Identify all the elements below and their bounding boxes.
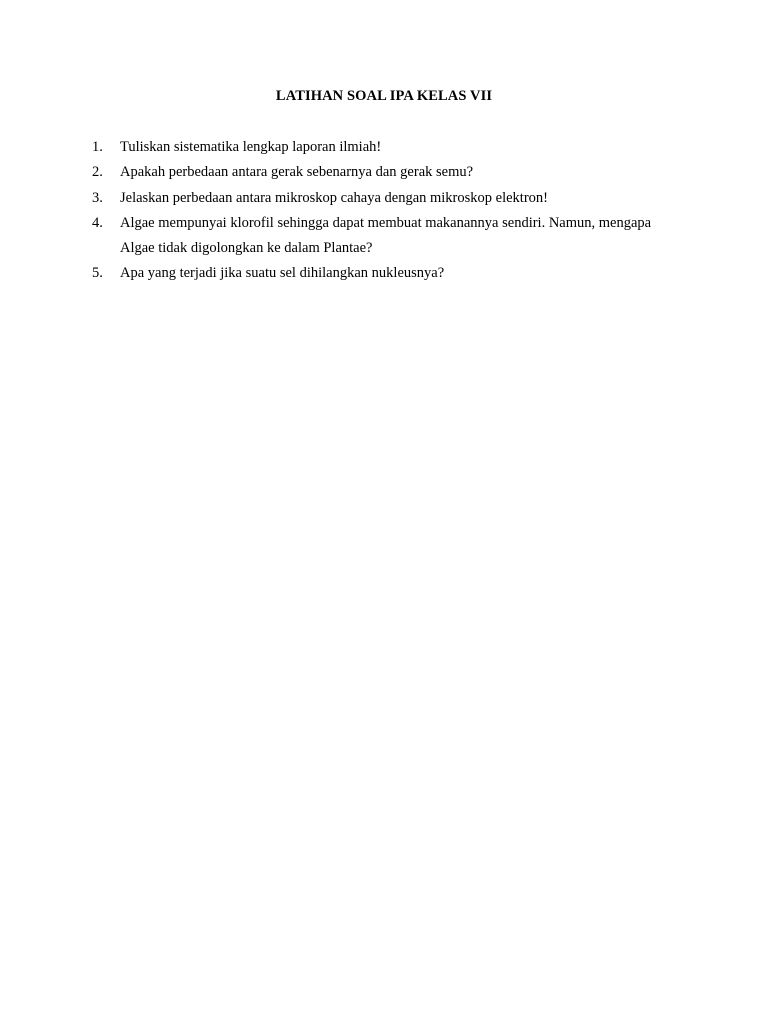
- question-number: 3.: [92, 189, 103, 206]
- question-item: [92, 261, 652, 286]
- question-text: Algae mempunyai klorofil sehingga dapat membuat makanannya sendiri. Namun, mengapa Algae tidak digolongkan ke dalam Plantae?: [120, 214, 652, 257]
- question-item: [92, 135, 652, 160]
- question-text: Apa yang terjadi jika suatu sel dihilangkan nukleusnya?: [120, 265, 445, 282]
- question-text: Apakah perbedaan antara gerak sebenarnya dan gerak semu?: [120, 164, 474, 181]
- question-number: 2.: [92, 164, 103, 181]
- document-title: LATIHAN SOAL IPA KELAS VII: [275, 88, 493, 104]
- question-item: [92, 160, 652, 185]
- question-item: [92, 186, 652, 211]
- question-number: 5.: [92, 265, 103, 282]
- question-number: 4.: [92, 214, 103, 231]
- question-item: [92, 211, 652, 262]
- question-list: [92, 135, 652, 287]
- question-text: Tuliskan sistematika lengkap laporan ilmiah!: [120, 139, 382, 155]
- question-text: Jelaskan perbedaan antara mikroskop cahaya dengan mikroskop elektron!: [120, 189, 548, 206]
- question-number: 1.: [92, 139, 103, 155]
